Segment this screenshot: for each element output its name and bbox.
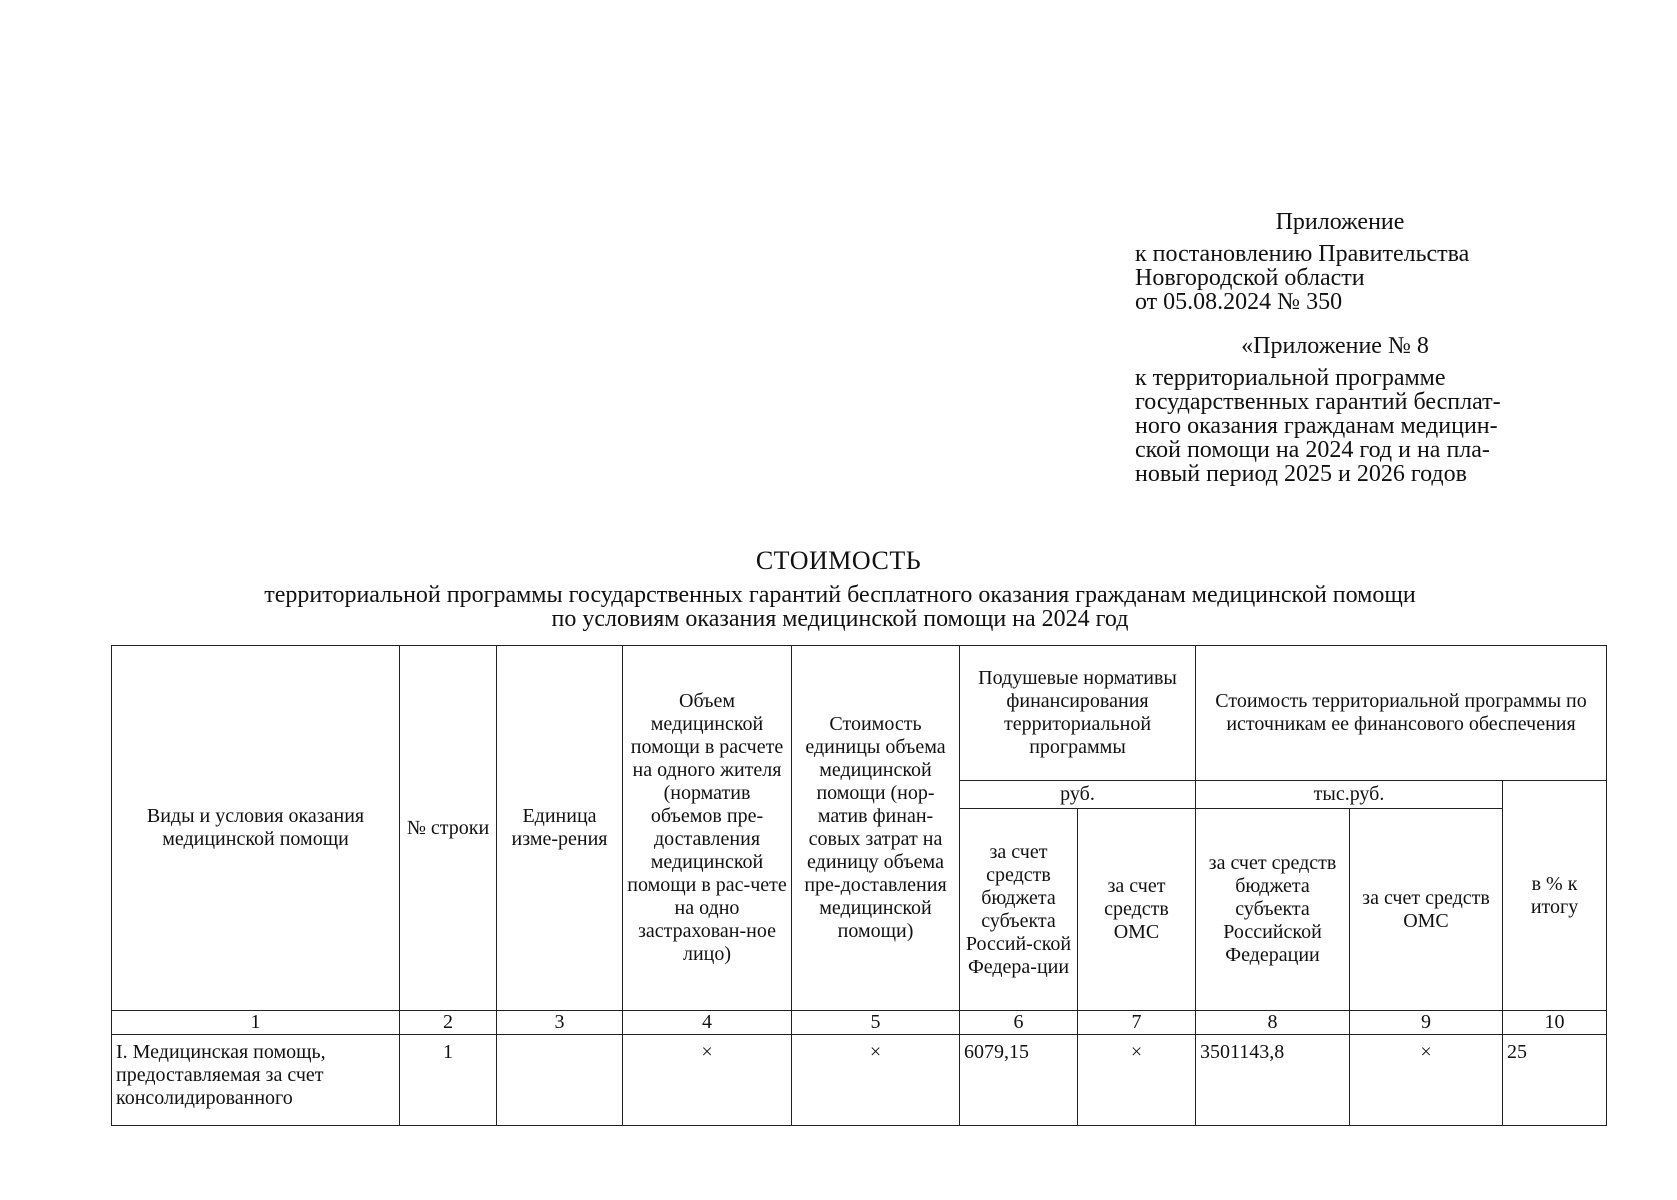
header-rub: руб. [960,781,1196,809]
appendix-sub-title: «Приложение № 8 [1241,333,1429,359]
column-number: 2 [400,1011,497,1035]
header-volume: Объем медицинской помощи в расчете на одного жителя (норматив объемов пре-доставления медицинской помощи в рас-чете на одно застрахован-ное лицо) [623,646,792,1011]
header-percent-total: в % к итогу [1503,781,1607,1011]
appendix-sub-line: ской помощи на 2024 год и на пла- [1135,437,1490,463]
row-oms-cost: × [1350,1035,1503,1126]
row-number: 1 [400,1035,497,1126]
appendix-block [1135,210,1605,486]
header-row-1 [112,646,1607,781]
column-number: 3 [497,1011,623,1035]
appendix-sub-line: государственных гарантий бесплат- [1135,389,1501,415]
row-budget-cost: 3501143,8 [1196,1035,1350,1126]
column-number-row [112,1011,1607,1035]
row-budget-per-capita: 6079,15 [960,1035,1078,1126]
document-subtitle-line: по условиям оказания медицинской помощи на 2024 год [551,606,1129,632]
document-subtitle [140,583,1540,631]
header-unit-cost: Стоимость единицы объема медицинской помощи (нор-матив финан-совых затрат на единицу объема пре-доставления медицинской помощи) [792,646,960,1011]
appendix-title: Приложение [1275,209,1405,235]
column-number: 9 [1350,1011,1503,1035]
column-number: 1 [112,1011,400,1035]
header-thous-rub: тыс.руб. [1196,781,1503,809]
row-oms-per-capita: × [1078,1035,1196,1126]
row-volume: × [623,1035,792,1126]
row-name: I. Медицинская помощь, предоставляемая за счет консолидированного [112,1035,400,1126]
appendix-sub-line: новый период 2025 и 2026 годов [1135,461,1467,487]
appendix-sub-line: ного оказания гражданам медицин- [1135,413,1498,439]
document-title: СТОИМОСТЬ [755,546,922,575]
column-number: 4 [623,1011,792,1035]
column-number: 6 [960,1011,1078,1035]
header-program-cost: Стоимость территориальной программы по источникам ее финансового обеспечения [1196,646,1607,781]
row-percent: 25 [1503,1035,1607,1126]
header-unit: Единица изме-рения [497,646,623,1011]
row-unit [497,1035,623,1126]
column-number: 5 [792,1011,960,1035]
column-number: 10 [1503,1011,1607,1035]
appendix-sub-line: к территориальной программе [1135,365,1446,391]
header-budget-per-capita: за счет средств бюджета субъекта Россий-ской Федера-ции [960,809,1078,1011]
header-oms-cost: за счет средств ОМС [1350,809,1503,1011]
header-kinds: Виды и условия оказания медицинской помощи [112,646,400,1011]
column-number: 7 [1078,1011,1196,1035]
header-budget-cost: за счет средств бюджета субъекта Российской Федерации [1196,809,1350,1011]
appendix-line: от 05.08.2024 № 350 [1135,289,1343,315]
cost-table [111,645,1607,1126]
header-row-no: № строки [400,646,497,1011]
document-subtitle-line: территориальной программы государственных гарантий бесплатного оказания гражданам медицинской помощи [264,582,1416,608]
appendix-line: к постановлению Правительства [1135,241,1470,267]
header-oms-per-capita: за счет средств ОМС [1078,809,1196,1011]
row-unit-cost: × [792,1035,960,1126]
header-per-capita: Подушевые нормативы финансирования территориальной программы [960,646,1196,781]
appendix-line: Новгородской области [1135,265,1365,291]
column-number: 8 [1196,1011,1350,1035]
table-row [112,1035,1607,1126]
